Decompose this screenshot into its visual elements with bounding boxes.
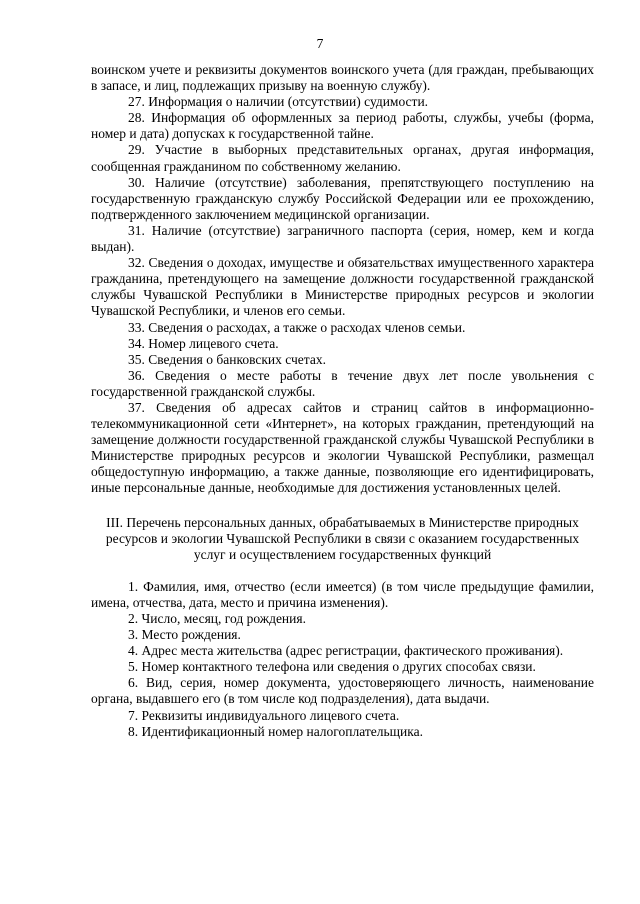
list-item-27: 27. Информация о наличии (отсутствии) судимости.: [128, 94, 429, 110]
list-item-31: 31. Наличие (отсутствие) заграничного паспорта (серия, номер, кем и когда выдан).: [91, 222, 594, 255]
section3-item-5: 5. Номер контактного телефона или сведения о других способах связи.: [128, 659, 536, 675]
list-item-35: 35. Сведения о банковских счетах.: [128, 351, 326, 367]
list-item-37: 37. Сведения об адресах сайтов и страниц сайтов в информационно-телекоммуникационной сети «Интернет», на которых гражданин, претендующий на замещение должности государственной гражданской службы Чувашской Республики в Министерстве природных ресурсов и экологии Чувашской Республики, размещал общедоступную информацию, а также данные, позволяющие его идентифицировать, иные персональные данные, необходимые для достижения установленных целей.: [91, 399, 594, 496]
list-item-34: 34. Номер лицевого счета.: [128, 335, 279, 351]
section-heading: III. Перечень персональных данных, обрабатываемых в Министерстве природных ресурсов и экологии Чувашской Республики в связи с оказанием государственных услуг и осуществлением государственных функций: [105, 514, 580, 562]
section3-item-6: 6. Вид, серия, номер документа, удостоверяющего личность, наименование органа, выдавшего его (в том числе код подразделения), дата выдачи.: [91, 675, 594, 707]
list-item-29: 29. Участие в выборных представительных органах, другая информация, сообщенная гражданином по собственному желанию.: [91, 142, 594, 174]
list-item-32: 32. Сведения о доходах, имуществе и обязательствах имущественного характера гражданина, претендующего на замещение должности государственной гражданской службы Чувашской Республики в Министерстве природных ресурсов и экологии Чувашской Республики, и членов его семьи.: [91, 255, 594, 319]
list-item-28: 28. Информация об оформленных за период работы, службы, учебы (форма, номер и дата) допусках к государственной тайне.: [91, 110, 594, 142]
section3-item-7: 7. Реквизиты индивидуального лицевого счета.: [128, 707, 400, 723]
page-number: 7: [316, 36, 324, 51]
section3-item-2: 2. Число, месяц, год рождения.: [128, 611, 306, 626]
section3-item-8: 8. Идентификационный номер налогоплательщика.: [128, 723, 423, 739]
list-item-36: 36. Сведения о месте работы в течение двух лет после увольнения с государственной гражданской службы.: [91, 367, 594, 399]
section3-item-4: 4. Адрес места жительства (адрес регистрации, фактического проживания).: [128, 643, 564, 659]
section3-item-1: 1. Фамилия, имя, отчество (если имеется) (в том числе предыдущие фамилии, имена, отчества, дата, место и причина изменения).: [91, 578, 594, 610]
list-item-33: 33. Сведения о расходах, а также о расходах членов семьи.: [128, 319, 466, 335]
section3-item-3: 3. Место рождения.: [128, 627, 241, 643]
list-item-30: 30. Наличие (отсутствие) заболевания, препятствующего поступлению на государственную гражданскую службу Российской Федерации или ее прохождению, подтвержденного заключением медицинской организации.: [91, 174, 594, 222]
document-body: [91, 62, 594, 740]
paragraph-continued: воинском учете и реквизиты документов воинского учета (для граждан, пребывающих в запасе, и лиц, подлежащих призыву на военную службу).: [91, 62, 594, 94]
